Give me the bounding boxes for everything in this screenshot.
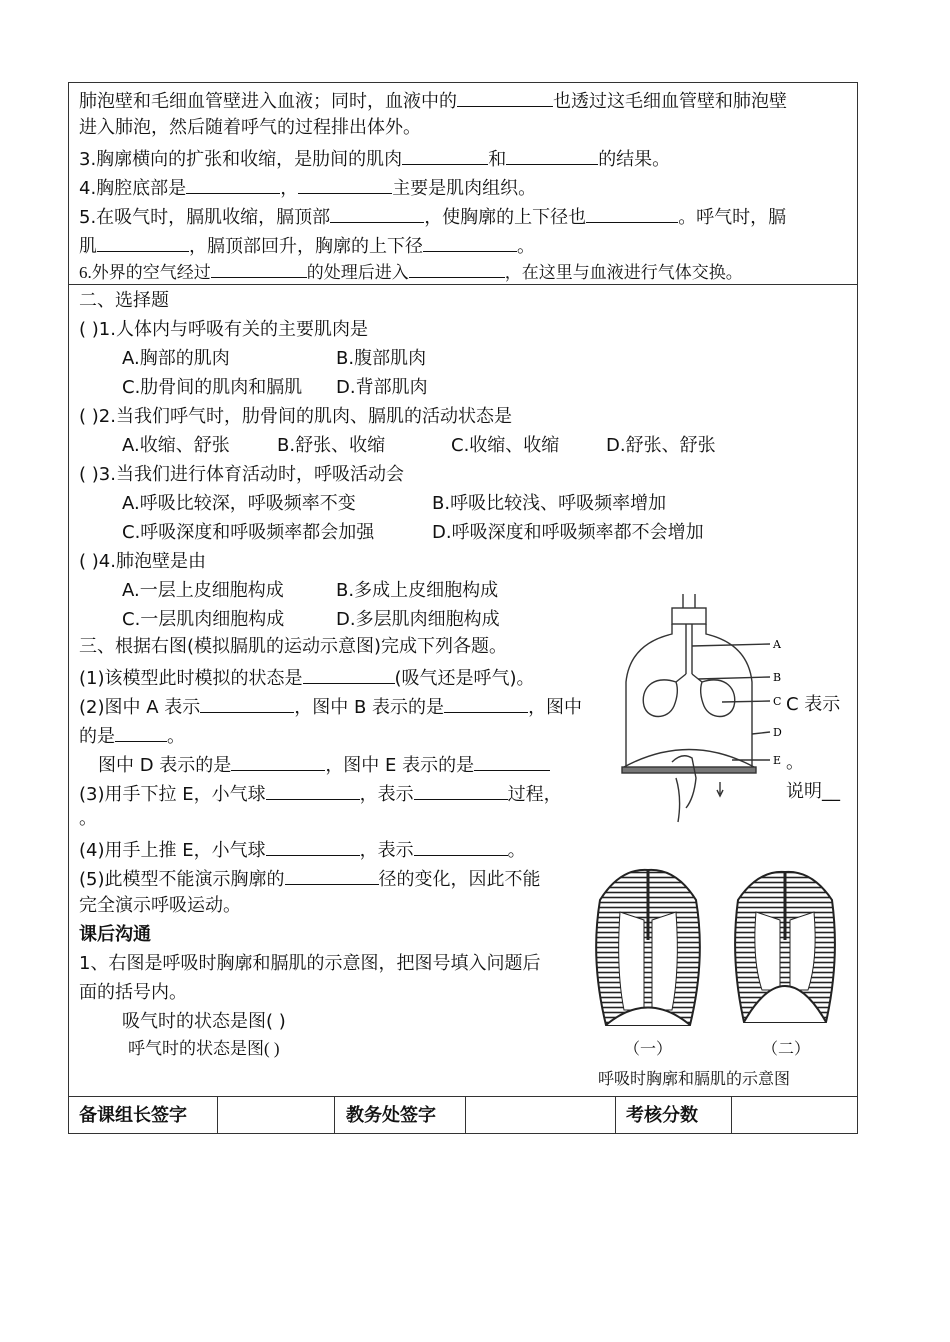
label-d: D — [773, 726, 782, 739]
footer-cell-border — [334, 1096, 335, 1133]
fill-in-line-7: 6.外界的空气经过 的处理后进入 ，在这里与血液进行气体交换。 — [79, 259, 743, 284]
section-divider — [69, 284, 857, 285]
option-2b: B.舒张、收缩 — [277, 435, 386, 456]
model-q2-c-label: C 表示 — [786, 694, 841, 715]
answer-blank[interactable] — [97, 233, 189, 252]
answer-blank[interactable] — [266, 837, 360, 856]
answer-blank[interactable] — [115, 723, 167, 742]
answer-blank[interactable] — [409, 259, 505, 278]
option-1b: B.腹部肌肉 — [336, 348, 427, 369]
thorax-diagram — [580, 850, 848, 1065]
answer-blank[interactable] — [285, 866, 379, 885]
answer-blank[interactable] — [298, 175, 392, 194]
label-c: C — [773, 695, 782, 708]
option-2d: D.舒张、舒张 — [606, 435, 716, 456]
fill-in-line-4: 4.胸腔底部是 ， 主要是肌肉组织。 — [79, 175, 536, 200]
option-2c: C.收缩、收缩 — [451, 435, 560, 456]
footer-divider — [69, 1096, 857, 1097]
thorax-figure-one — [596, 870, 700, 1025]
answer-blank[interactable] — [444, 694, 528, 713]
thorax-figure-two — [735, 872, 835, 1022]
option-1c: C.肋骨间的肌肉和膈肌 — [122, 377, 303, 398]
option-4c: C.一层肌肉细胞构成 — [122, 609, 285, 630]
answer-blank[interactable] — [186, 175, 280, 194]
question-1: ( )1.人体内与呼吸有关的主要肌肉是 — [79, 319, 368, 340]
fill-in-line-5: 5.在吸气时，膈肌收缩，膈顶部 ，使胸廓的上下径也 。呼气时，膈 — [79, 204, 786, 229]
after-class-q1-cont: 面的括号内。 — [79, 982, 187, 1003]
answer-blank[interactable] — [457, 88, 553, 107]
option-4b: B.多成上皮细胞构成 — [336, 580, 499, 601]
question-4: ( )4.肺泡壁是由 — [79, 551, 206, 572]
inhale-question: 吸气时的状态是图( ) — [122, 1011, 286, 1032]
option-4d: D.多层肌肉细胞构成 — [336, 609, 500, 630]
option-2a: A.收缩、舒张 — [122, 435, 230, 456]
footer-cell-border — [465, 1096, 466, 1133]
answer-blank[interactable] — [266, 781, 360, 800]
fill-in-line-2: 进入肺泡，然后随着呼气的过程排出体外。 — [79, 117, 421, 138]
model-heading: 三、根据右图(模拟膈肌的运动示意图)完成下列各题。 — [79, 636, 508, 657]
exhale-question: 呼气时的状态是图( ) — [128, 1039, 280, 1058]
answer-blank[interactable] — [330, 204, 424, 223]
footer-academic-office-signature: 教务处签字 — [346, 1105, 436, 1126]
answer-blank[interactable] — [211, 259, 307, 278]
option-1a: A.胸部的肌肉 — [122, 348, 230, 369]
model-q3-end: 。 — [79, 808, 97, 829]
answer-blank[interactable] — [506, 146, 598, 165]
answer-blank[interactable] — [231, 752, 325, 771]
footer-group-leader-signature: 备课组长签字 — [79, 1105, 187, 1126]
figure-one-label: （一） — [624, 1039, 673, 1058]
model-q5-cont: 完全演示呼吸运动。 — [79, 895, 241, 916]
option-3b: B.呼吸比较浅、呼吸频率增加 — [432, 493, 667, 514]
model-q2-cont: 的是 。 — [79, 723, 185, 748]
option-3c: C.呼吸深度和呼吸频率都会加强 — [122, 522, 375, 543]
question-2: ( )2.当我们呼气时，肋骨间的肌肉、膈肌的活动状态是 — [79, 406, 512, 427]
figure-two-label: （二） — [762, 1039, 811, 1058]
footer-cell-border — [217, 1096, 218, 1133]
option-3d: D.呼吸深度和呼吸频率都不会增加 — [432, 522, 704, 543]
footer-cell-border — [615, 1096, 616, 1133]
fill-in-line-3: 3.胸廓横向的扩张和收缩，是肋间的肌肉 和 的结果。 — [79, 146, 670, 171]
model-q1: (1)该模型此时模拟的状态是 (吸气还是呼气)。 — [79, 665, 535, 690]
label-e: E — [773, 754, 782, 767]
after-class-heading: 课后沟通 — [79, 924, 151, 945]
fill-in-line-1: 肺泡壁和毛细血管壁进入血液；同时，血液中的 也透过这毛细血管壁和肺泡壁 — [79, 88, 787, 113]
model-q3: (3)用手下拉 E，小气球 ，表示 过程， — [79, 781, 562, 806]
choice-heading: 二、选择题 — [79, 290, 169, 311]
answer-blank[interactable] — [414, 781, 508, 800]
answer-blank[interactable] — [303, 665, 395, 684]
after-class-q1: 1、右图是呼吸时胸廓和膈肌的示意图，把图号填入问题后 — [79, 953, 541, 974]
model-q4: (4)用手上推 E，小气球 ，表示 。 — [79, 837, 526, 862]
model-q2-end: 。 — [786, 752, 804, 773]
answer-blank[interactable] — [414, 837, 508, 856]
label-a: A — [773, 638, 781, 651]
fill-in-line-6: 肌 ，膈顶部回升，胸廓的上下径 。 — [79, 233, 535, 258]
model-q2-de: 图中 D 表示的是 ，图中 E 表示的是 — [98, 752, 550, 777]
bell-jar-diagram — [612, 582, 802, 827]
model-q3-explain: 说明__ — [786, 781, 840, 802]
footer-assessment-score: 考核分数 — [626, 1105, 698, 1126]
answer-blank[interactable] — [200, 694, 294, 713]
answer-blank[interactable] — [423, 233, 517, 252]
thorax-diagram-caption: 呼吸时胸廓和膈肌的示意图 — [598, 1069, 791, 1088]
model-q2: (2)图中 A 表示 ，图中 B 表示的是 ，图中 — [79, 694, 582, 719]
question-3: ( )3.当我们进行体育活动时，呼吸活动会 — [79, 464, 404, 485]
option-4a: A.一层上皮细胞构成 — [122, 580, 284, 601]
model-q5: (5)此模型不能演示胸廓的 径的变化，因此不能 — [79, 866, 541, 891]
footer-cell-border — [731, 1096, 732, 1133]
option-1d: D.背部肌肉 — [336, 377, 428, 398]
answer-blank[interactable] — [402, 146, 488, 165]
answer-blank[interactable] — [474, 752, 550, 771]
option-3a: A.呼吸比较深，呼吸频率不变 — [122, 493, 356, 514]
answer-blank[interactable] — [586, 204, 678, 223]
label-b: B — [773, 671, 782, 684]
